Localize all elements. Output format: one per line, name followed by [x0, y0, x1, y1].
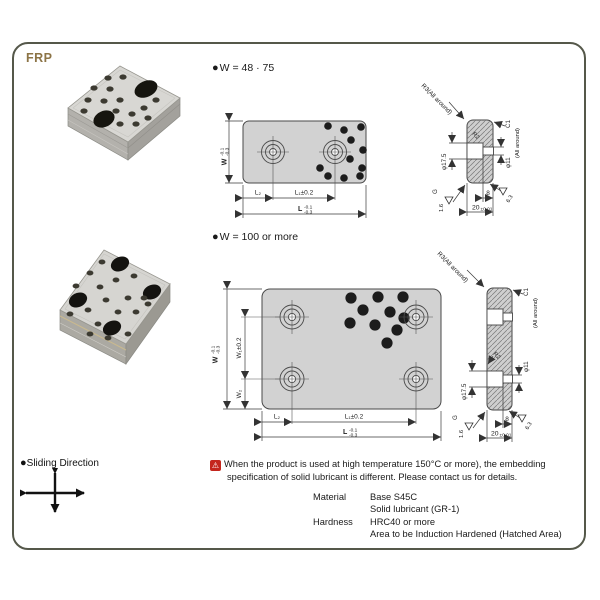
dim-label-l1: L₁±0.2	[344, 413, 364, 421]
label-all-around: (All around)	[515, 128, 521, 158]
svg-text:-0.3: -0.3	[304, 210, 313, 216]
svg-text:-0.3: -0.3	[216, 345, 222, 354]
label-g16: 1.6	[459, 429, 465, 438]
high-temperature-warning	[210, 458, 590, 483]
product-code-label: FRP	[26, 51, 53, 65]
label-c1: C1	[505, 119, 512, 128]
sliding-direction-text: Sliding Direction	[26, 458, 99, 469]
label-depth8: 8	[486, 190, 490, 197]
counterbore-cut-top	[487, 309, 503, 325]
spec-value-hardness-2: Area to be Induction Hardened (Hatched Area)	[370, 529, 562, 540]
label-t20tol: ±0.01	[480, 207, 493, 213]
svg-text:W: W	[221, 158, 229, 166]
label-dia11: φ11	[505, 157, 512, 168]
label-r2: R2	[470, 131, 481, 141]
product-photo-large	[40, 240, 205, 398]
counterbore-cut	[467, 143, 483, 159]
spec-value-material-1: Base S45C	[370, 492, 418, 502]
svg-text:-0.1: -0.1	[211, 345, 217, 354]
surface-finish-symbols	[445, 188, 507, 204]
product-photo-small	[58, 56, 193, 168]
dim-label-l2: L₂	[254, 189, 262, 197]
section2-heading	[212, 231, 298, 243]
warning-line-1: ⚠ When the product is used at high temperature 150°C or more), the embedding	[211, 459, 546, 470]
side-section-large	[427, 240, 597, 460]
bullet-icon: ●	[212, 231, 219, 243]
induction-hardened-hatch	[487, 288, 512, 410]
label-ra63: 6.3	[505, 194, 515, 204]
label-r3: R3(All around)	[419, 82, 454, 117]
spec-label-hardness: Hardness	[313, 516, 353, 527]
label-g: G	[452, 415, 459, 420]
section1-heading-text: W = 48 · 75	[219, 62, 275, 74]
svg-text:-0.3: -0.3	[349, 433, 358, 439]
label-depth8: 8	[505, 416, 509, 423]
spec-row-hardness	[313, 516, 562, 528]
bullet-icon: ●	[20, 457, 27, 469]
plan-drawing-small	[220, 92, 405, 227]
spec-table	[313, 491, 562, 541]
spec-label-material: Material	[313, 492, 347, 502]
spec-row-hardness-2	[313, 528, 562, 540]
dim-label-w	[211, 345, 222, 363]
label-c1: C1	[523, 287, 530, 296]
label-t20: 20	[491, 430, 499, 438]
section2-heading-text: W = 100 or more	[219, 231, 299, 243]
through-hole-cut-bottom	[503, 375, 513, 383]
svg-text:W: W	[212, 356, 220, 364]
plan-drawing-large	[207, 256, 457, 456]
side-section-small	[415, 76, 585, 236]
spec-value-hardness-1: HRC40 or more	[370, 516, 436, 527]
dim-label-l1: L₁±0.2	[294, 189, 314, 197]
label-dia11: φ11	[523, 361, 530, 372]
label-all-around: (All around)	[533, 298, 539, 328]
through-hole-cut	[483, 147, 494, 155]
svg-text:L: L	[298, 206, 303, 213]
spec-row-material	[313, 491, 562, 503]
svg-text:-0.3: -0.3	[225, 147, 231, 156]
label-g: G	[432, 189, 439, 194]
label-g16: 1.6	[439, 203, 445, 212]
label-t20tol: ±0.01	[499, 433, 512, 439]
label-r3: R3(All around)	[435, 250, 470, 285]
svg-text:-0.1: -0.1	[304, 205, 313, 211]
dim-label-w2: W₂	[236, 389, 243, 399]
label-dia175: φ17.5	[461, 383, 468, 400]
sliding-direction-arrows-icon	[20, 468, 92, 516]
section1-heading	[212, 62, 274, 74]
label-t20: 20	[472, 204, 480, 212]
svg-text:-0.1: -0.1	[220, 147, 226, 156]
svg-text:-0.1: -0.1	[349, 428, 358, 434]
label-r2: R2	[491, 351, 502, 361]
spec-value-material-2: Solid lubricant (GR-1)	[370, 504, 460, 515]
bullet-icon: ●	[212, 62, 219, 74]
surface-finish-symbols	[465, 415, 526, 430]
counterbore-cut-bottom	[487, 371, 503, 387]
svg-text:L: L	[343, 429, 348, 436]
dim-label-l2: L₂	[273, 413, 281, 421]
label-dia175: φ17.5	[441, 153, 448, 170]
dim-label-w1: W₁±0.2	[236, 337, 243, 359]
label-ra63: 6.3	[524, 421, 534, 431]
warning-icon: ⚠	[211, 461, 220, 470]
warning-line-2: specification of solid lubricant is different. Please contact us for details.	[227, 472, 518, 482]
spec-row-material-2	[313, 503, 562, 515]
through-hole-cut-top	[503, 313, 513, 321]
